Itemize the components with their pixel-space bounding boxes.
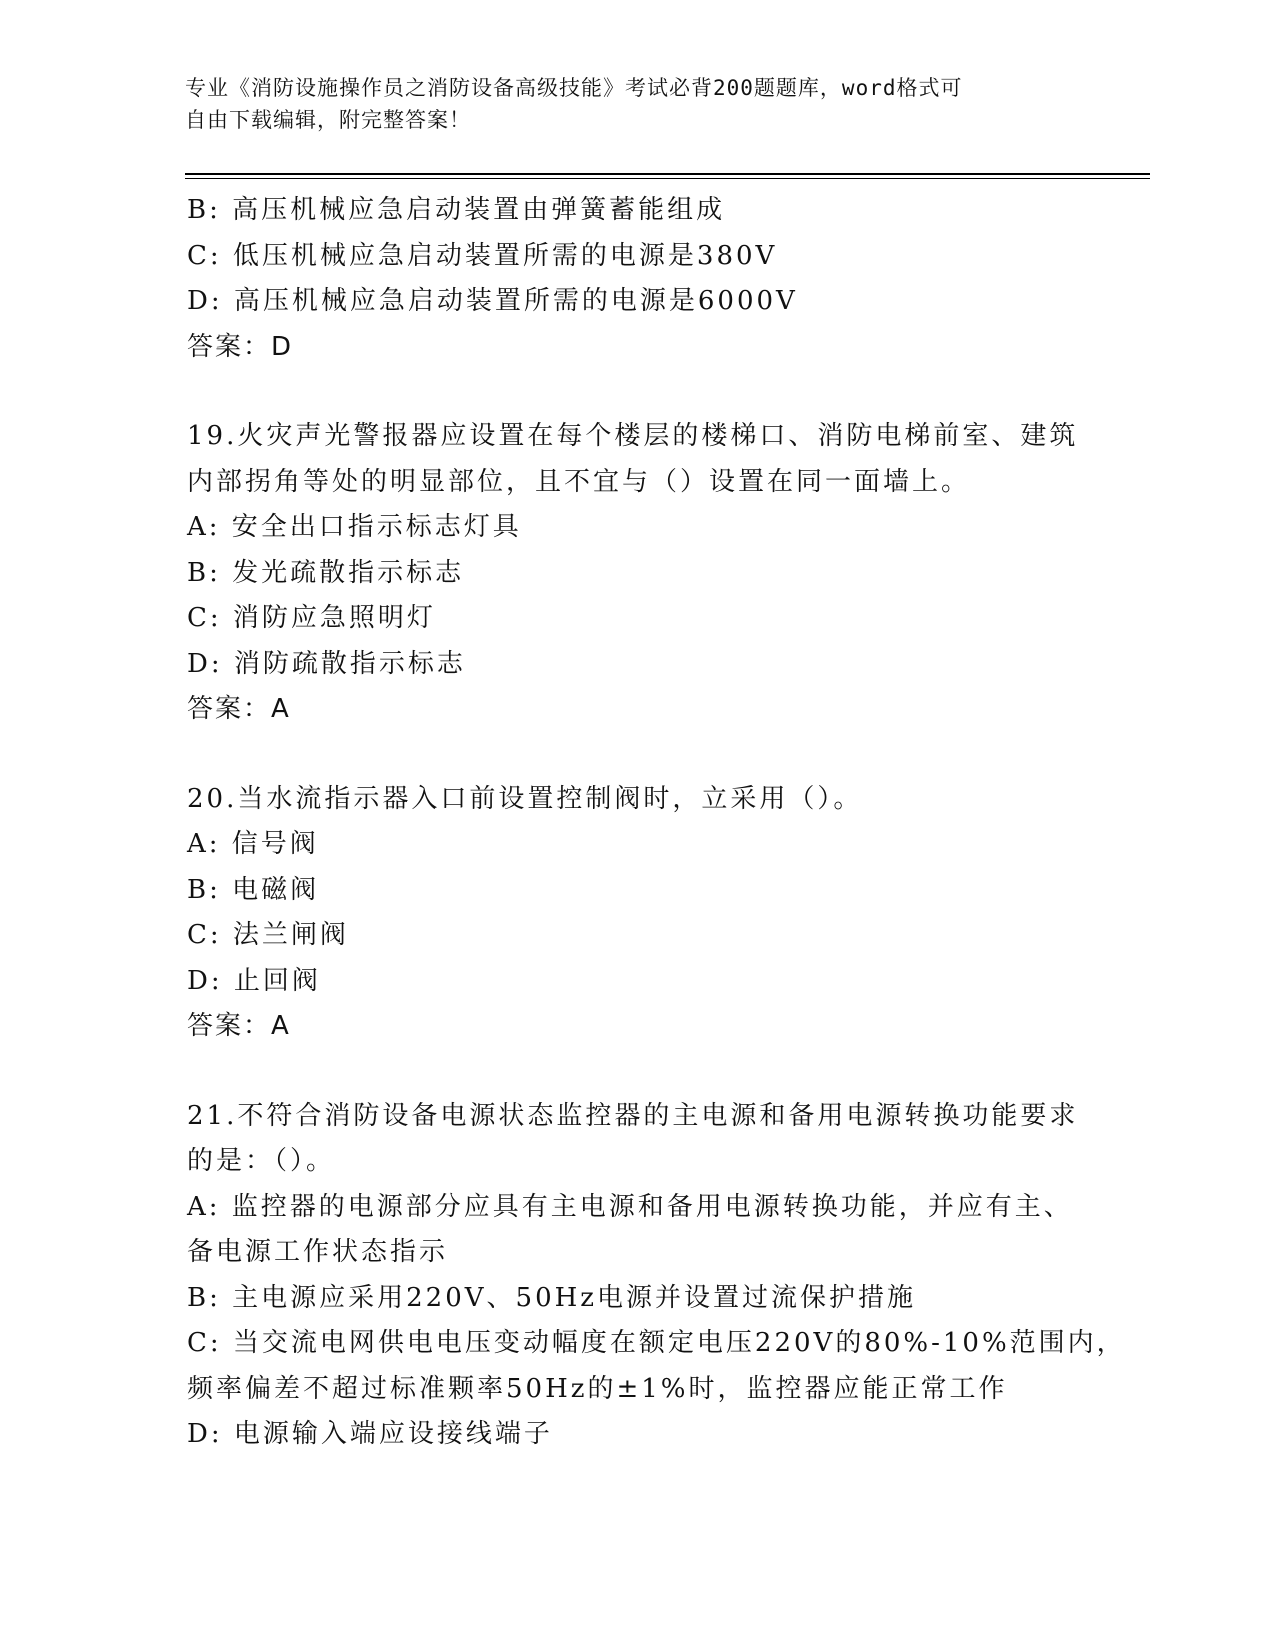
option-b: B: 主电源应采用220V、50Hz电源并设置过流保护措施: [187, 1282, 916, 1313]
question-21: [187, 1094, 1126, 1458]
answer: 答案：D: [187, 331, 294, 362]
option-d: D: 止回阀: [187, 965, 321, 996]
option-a-continued: 备电源工作状态指示: [187, 1237, 449, 1267]
answer: 答案：A: [187, 694, 291, 724]
spacer: [187, 1050, 1087, 1094]
question-text: 19.火灾声光警报器应设置在每个楼层的楼梯口、消防电梯前室、建筑: [187, 421, 1079, 451]
option-a: A: 监控器的电源部分应具有主电源和备用电源转换功能，并应有主、: [187, 1191, 1073, 1222]
option-c: C: 法兰闸阀: [187, 920, 349, 950]
option-a: A: 安全出口指示标志灯具: [187, 512, 522, 542]
option-d: D: 消防疏散指示标志: [187, 648, 466, 679]
option-c: C: 消防应急照明灯: [187, 603, 436, 633]
option-b: B: 电磁阀: [187, 874, 320, 905]
question-list: [187, 188, 1126, 1458]
option-c-continued: 频率偏差不超过标准颗率50Hz的±1%时，监控器应能正常工作: [187, 1373, 1008, 1404]
header-divider-thin: [185, 178, 1150, 179]
spacer: [187, 733, 1087, 777]
option-d: D: 电源输入端应设接线端子: [187, 1419, 553, 1449]
question-18: [187, 188, 1087, 370]
question-19: [187, 414, 1087, 733]
answer: 答案：A: [187, 1011, 291, 1041]
header-title-line-2: 自由下载编辑，附完整答案！: [185, 108, 471, 132]
spacer: [187, 370, 1087, 414]
option-c: C: 低压机械应急启动装置所需的电源是380V: [187, 240, 778, 271]
header-divider-thick: [185, 173, 1150, 175]
question-text-continued: 内部拐角等处的明显部位，且不宜与（）设置在同一面墙上。: [187, 466, 971, 497]
option-b: B: 高压机械应急启动装置由弹簧蓄能组成: [187, 195, 726, 225]
option-b: B: 发光疏散指示标志: [187, 557, 465, 588]
question-20: [187, 777, 1087, 1050]
option-c: C: 当交流电网供电电压变动幅度在额定电压220V的80%-10%范围内，: [187, 1328, 1126, 1358]
option-a: A: 信号阀: [187, 829, 319, 859]
question-text: 21.不符合消防设备电源状态监控器的主电源和备用电源转换功能要求: [187, 1100, 1079, 1131]
question-text-continued: 的是：（）。: [187, 1146, 336, 1176]
header-title-line-1: 专业《消防设施操作员之消防设备高级技能》考试必背200题题库，word格式可: [185, 76, 963, 100]
question-text: 20.当水流指示器入口前设置控制阀时，立采用（）。: [187, 783, 863, 814]
document-header: [185, 72, 1085, 136]
option-d: D: 高压机械应急启动装置所需的电源是6000V: [187, 286, 798, 316]
